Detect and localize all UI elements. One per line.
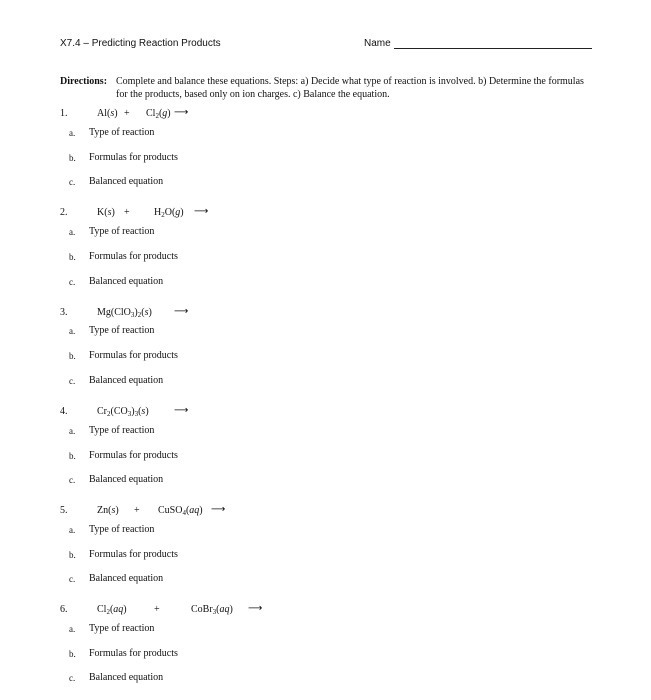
equation-reactant (146, 108, 171, 119)
step-letter: a. (69, 128, 76, 138)
balanced-equation-label: Balanced equation (89, 176, 164, 187)
reactant-formula: CoBr$_3$(aq) (191, 604, 233, 616)
plus-sign: + (154, 604, 160, 615)
type-of-reaction-label: Type of reaction (89, 127, 155, 138)
formulas-for-products-label: Formulas for products (89, 450, 178, 461)
balanced-equation-label: Balanced equation (89, 375, 164, 386)
reaction-arrow-icon: ⟶ (174, 306, 189, 317)
formulas-for-products-label: Formulas for products (89, 251, 178, 262)
reaction-arrow-icon: ⟶ (211, 504, 226, 515)
question-number: 4. (60, 406, 68, 417)
equation-reactant (97, 505, 119, 516)
step-letter: a. (69, 426, 76, 436)
type-of-reaction-label: Type of reaction (89, 524, 155, 535)
worksheet-title: X7.4 – Predicting Reaction Products (60, 38, 221, 49)
step-letter: b. (69, 451, 76, 461)
reactant-formula: $Cr_2(CO_3)_3(s)$ (97, 406, 149, 418)
plus-sign: + (124, 207, 130, 218)
balanced-equation-label: Balanced equation (89, 474, 164, 485)
balanced-equation-label: Balanced equation (89, 276, 164, 287)
step-letter: a. (69, 227, 76, 237)
step-letter: b. (69, 153, 76, 163)
question-number: 2. (60, 207, 68, 218)
reactant-formula: CuSO$_4$(aq) (158, 505, 203, 517)
equation-reactant (191, 604, 233, 615)
equation-reactant (154, 207, 184, 218)
question-number: 5. (60, 505, 68, 516)
step-letter: b. (69, 550, 76, 560)
step-letter: c. (69, 574, 76, 584)
step-letter: c. (69, 177, 76, 187)
type-of-reaction-label: Type of reaction (89, 425, 155, 436)
step-letter: a. (69, 525, 76, 535)
step-letter: a. (69, 326, 76, 336)
type-of-reaction-label: Type of reaction (89, 226, 155, 237)
plus-sign: + (124, 108, 130, 119)
step-letter: a. (69, 624, 76, 634)
type-of-reaction-label: Type of reaction (89, 325, 155, 336)
balanced-equation-label: Balanced equation (89, 573, 164, 584)
step-letter: c. (69, 277, 76, 287)
reactant-formula: $Cl_2(aq)$ (97, 604, 127, 616)
name-label: Name (364, 38, 391, 49)
reactant-formula: $H_2O(g)$ (154, 207, 184, 219)
formulas-for-products-label: Formulas for products (89, 152, 178, 163)
reactant-formula: $Mg(ClO_3)_2(s)$ (97, 307, 152, 319)
step-letter: b. (69, 252, 76, 262)
question-number: 6. (60, 604, 68, 615)
directions-label: Directions: (60, 76, 108, 87)
equation-reactant (97, 406, 149, 417)
equation-reactant (97, 604, 127, 615)
reaction-arrow-icon: ⟶ (248, 603, 263, 614)
reactant-formula: K(s) (97, 207, 115, 218)
type-of-reaction-label: Type of reaction (89, 623, 155, 634)
reactant-formula: $Cl_2(g)$ (146, 108, 171, 120)
equation-reactant (97, 108, 118, 119)
question-number: 1. (60, 108, 68, 119)
question-number: 3. (60, 307, 68, 318)
step-letter: b. (69, 649, 76, 659)
name-blank-line (394, 48, 592, 49)
reaction-arrow-icon: ⟶ (194, 206, 209, 217)
balanced-equation-label: Balanced equation (89, 672, 164, 683)
step-letter: b. (69, 351, 76, 361)
formulas-for-products-label: Formulas for products (89, 549, 178, 560)
directions-text: Complete and balance these equations. Steps: a) Decide what type of reaction is involved. b) Determine the formulas for the products, based only on ion charges. c) Balance the equation. (116, 76, 584, 100)
equation-reactant (158, 505, 203, 516)
step-letter: c. (69, 673, 76, 683)
formulas-for-products-label: Formulas for products (89, 648, 178, 659)
equation-reactant (97, 307, 152, 318)
reaction-arrow-icon: ⟶ (174, 405, 189, 416)
reactant-formula: Zn(s) (97, 505, 119, 516)
reactant-formula: Al(s) (97, 108, 118, 119)
step-letter: c. (69, 475, 76, 485)
formulas-for-products-label: Formulas for products (89, 350, 178, 361)
reaction-arrow-icon: ⟶ (174, 107, 189, 118)
plus-sign: + (134, 505, 140, 516)
equation-reactant (97, 207, 115, 218)
step-letter: c. (69, 376, 76, 386)
